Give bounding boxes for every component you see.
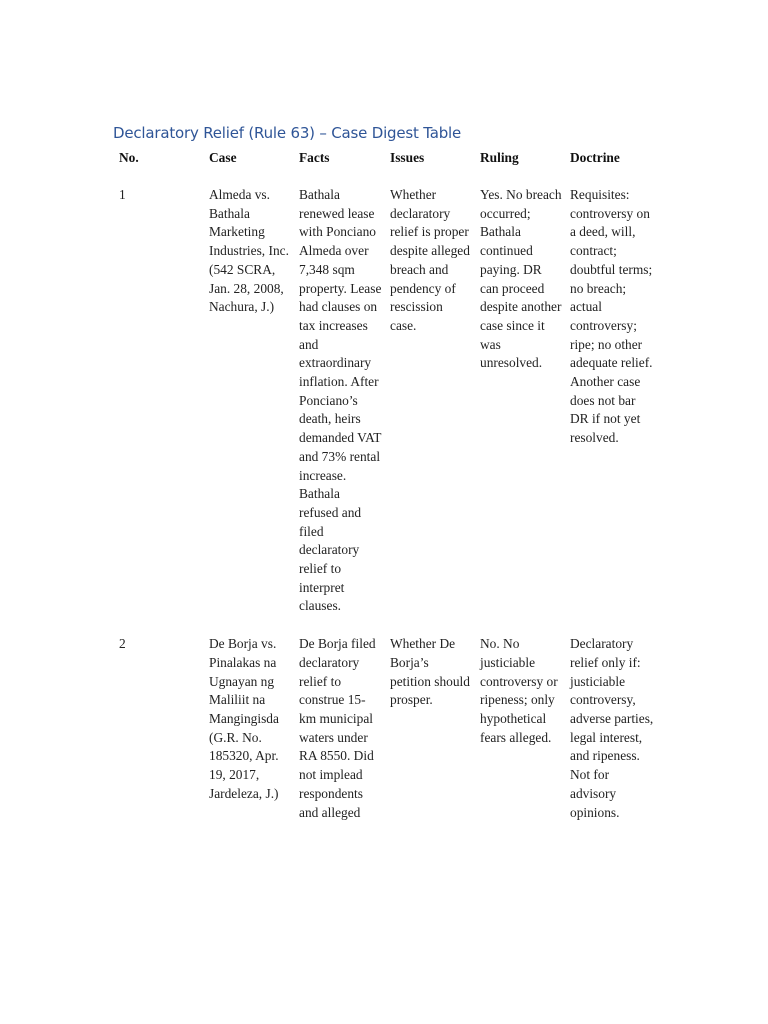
table-row	[113, 178, 658, 627]
cell-facts	[293, 178, 384, 627]
header-issues: Issues	[390, 150, 425, 165]
table-header	[113, 146, 658, 178]
header-facts: Facts	[299, 150, 330, 165]
cell-facts-text: De Borja filed declaratory relief to construe 15-km municipal waters under RA 8550. Did not implead respondents and alleged	[299, 636, 376, 820]
table-row	[113, 627, 658, 822]
cell-case	[203, 627, 293, 822]
cell-facts	[293, 627, 384, 822]
cell-case-text: De Borja vs. Pinalakas na Ugnayan ng Maliliit na Mangingisda (G.R. No. 185320, Apr. 19, 2017, Jardeleza, J.)	[209, 636, 279, 801]
cell-no-text: 1	[119, 187, 126, 202]
cell-issues-text: Whether De Borja’s petition should prosper.	[390, 636, 470, 708]
cell-case	[203, 178, 293, 627]
cell-issues	[384, 178, 474, 627]
cell-doctrine-text: Requisites: controversy on a deed, will, contract; doubtful terms; no breach; actual controversy; ripe; no other adequate relief. Another case does not bar DR if not yet resolved.	[570, 187, 653, 446]
cell-no	[113, 627, 203, 822]
table-body	[113, 178, 658, 822]
cell-ruling-text: Yes. No breach occurred; Bathala continued paying. DR can proceed despite another case since it was unresolved.	[480, 187, 562, 371]
header-ruling: Ruling	[480, 150, 519, 165]
cell-ruling	[474, 178, 564, 627]
header-row	[113, 146, 658, 178]
cell-no	[113, 178, 203, 627]
cell-case-text: Almeda vs. Bathala Marketing Industries, Inc. (542 SCRA, Jan. 28, 2008, Nachura, J.)	[209, 187, 289, 315]
header-doctrine: Doctrine	[570, 150, 620, 165]
cell-doctrine	[564, 178, 658, 627]
cell-facts-text: Bathala renewed lease with Ponciano Almeda over 7,348 sqm property. Lease had clauses on tax increases and extraordinary inflation. After Ponciano’s death, heirs demanded VAT and 73% rental increase. Bathala refused and filed declaratory relief to interpret clauses.	[299, 187, 382, 614]
cell-doctrine	[564, 627, 658, 822]
header-case: Case	[209, 150, 237, 165]
cell-issues-text: Whether declaratory relief is proper despite alleged breach and pendency of rescission case.	[390, 187, 470, 333]
cell-ruling	[474, 627, 564, 822]
cell-issues	[384, 627, 474, 822]
header-no: No.	[119, 150, 139, 165]
cell-doctrine-text: Declaratory relief only if: justiciable controversy, adverse parties, legal interest, and ripeness. Not for advisory opinions.	[570, 636, 654, 820]
cell-no-text: 2	[119, 636, 126, 652]
document-title: Declaratory Relief (Rule 63) – Case Digest Table	[113, 124, 462, 142]
cell-ruling-text: No. No justiciable controversy or ripeness; only hypothetical fears alleged.	[480, 636, 558, 745]
case-digest-table	[113, 146, 658, 822]
